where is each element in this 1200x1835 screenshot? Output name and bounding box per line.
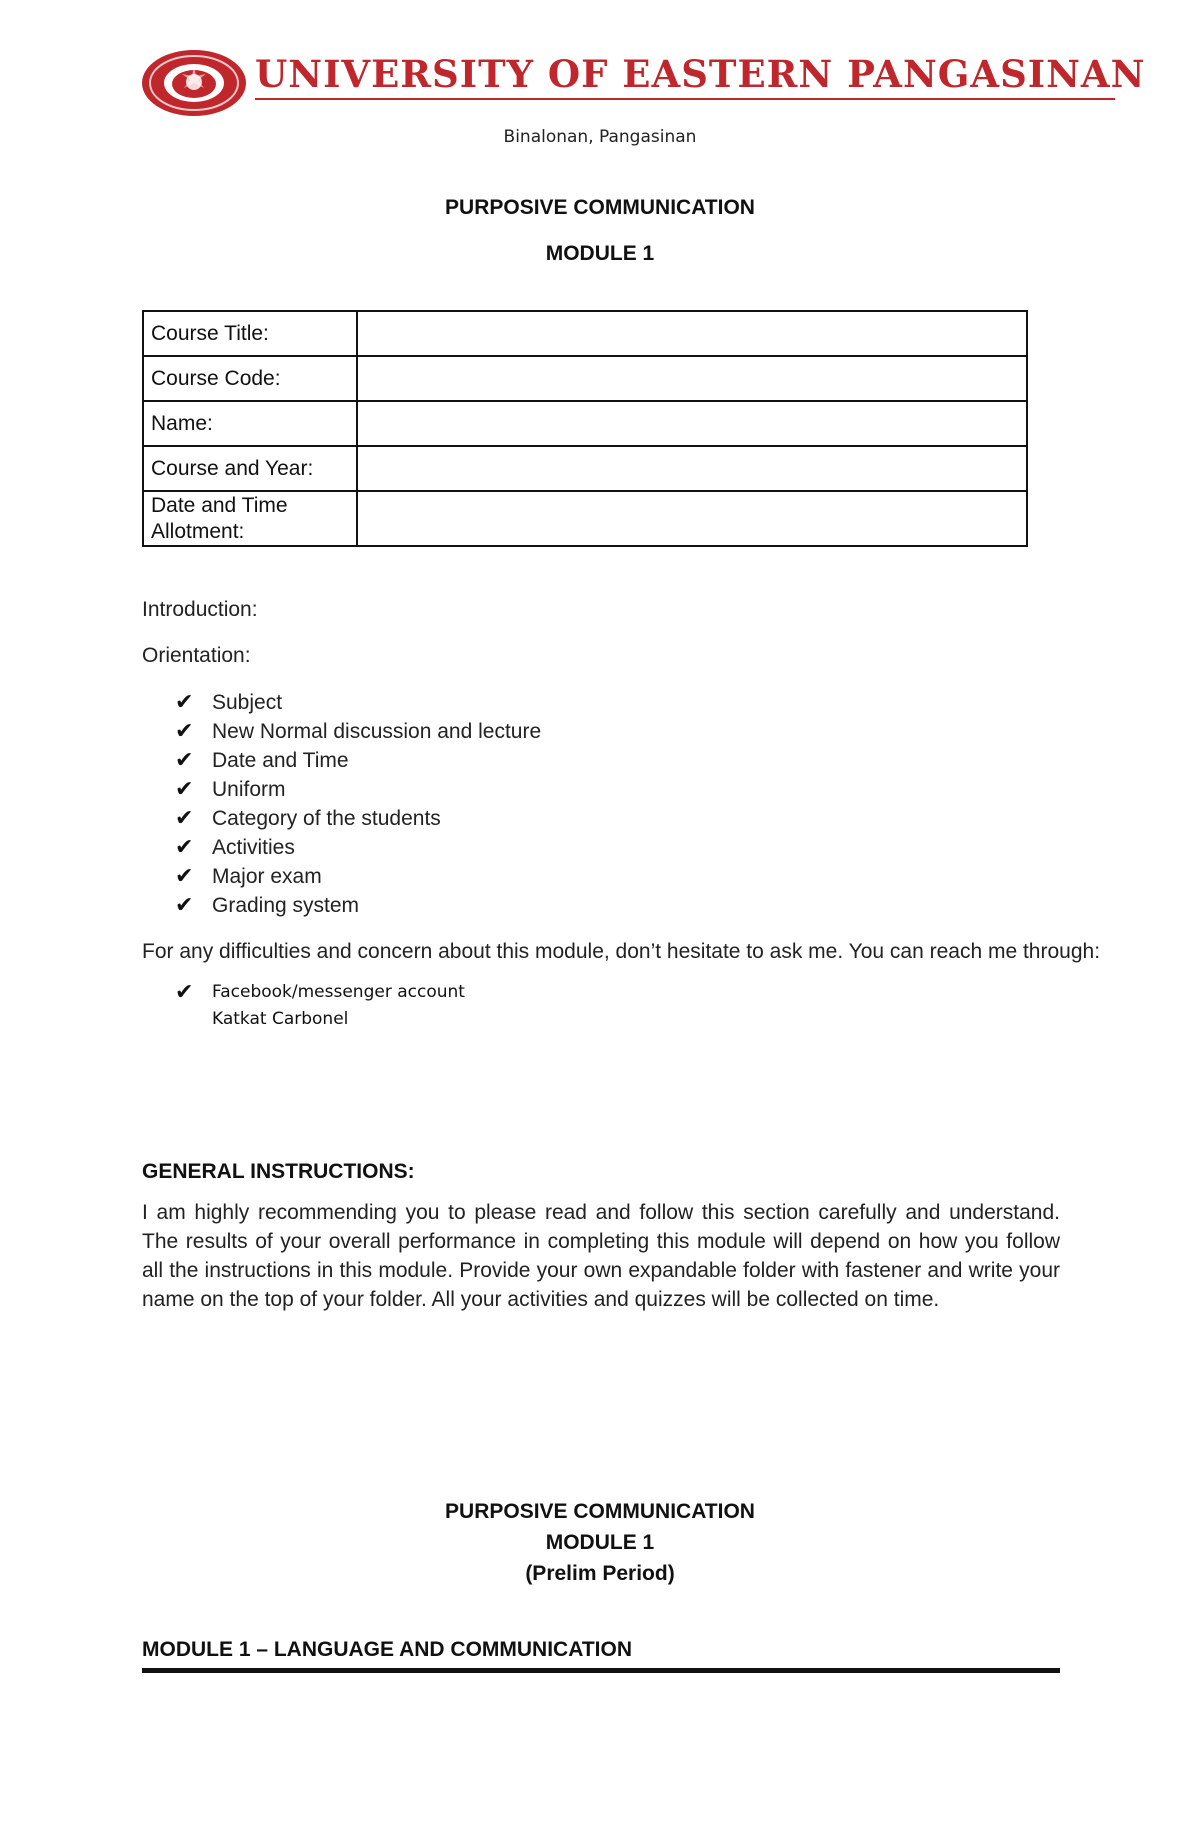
contact-list [175,979,465,1033]
list-item [175,717,541,746]
check-mark-icon: ✔ [175,748,194,773]
table-row [143,311,1027,356]
check-mark-icon: ✔ [175,864,194,889]
list-item [175,1006,465,1033]
university-name: UNIVERSITY OF EASTERN PANGASINAN [255,52,1146,96]
check-mark-icon: ✔ [175,690,194,715]
cover-subject-title: PURPOSIVE COMMUNICATION [445,196,755,219]
check-mark-icon: ✔ [175,835,194,860]
contact-name: Katkat Carbonel [212,1009,349,1029]
module-subject-title: PURPOSIVE COMMUNICATION [445,1500,755,1523]
course-title-value [357,311,1027,356]
list-item-label: Subject [212,691,283,714]
university-seal-icon [140,48,248,118]
list-item-label: Category of the students [212,807,441,830]
list-item-label: Major exam [212,865,322,888]
module-heading: MODULE 1 – LANGUAGE AND COMMUNICATION [142,1638,632,1661]
list-item [175,804,541,833]
list-item [175,688,541,717]
course-title-label: Course Title: [143,311,357,356]
course-info-table [142,310,1028,547]
date-time-allotment-value [357,491,1027,546]
orientation-list [175,688,541,920]
name-label: Name: [143,401,357,446]
header-rule [255,98,1115,100]
list-item [175,979,465,1006]
module-heading-rule [142,1668,1060,1673]
university-address: Binalonan, Pangasinan [503,127,697,147]
check-mark-icon: ✔ [175,893,194,918]
course-year-label: Course and Year: [143,446,357,491]
module-number-title: MODULE 1 [545,1531,655,1554]
contact-method: Facebook/messenger account [212,982,465,1002]
list-item [175,775,541,804]
table-row [143,356,1027,401]
check-mark-icon: ✔ [175,980,194,1005]
table-row [143,446,1027,491]
list-item-label: Uniform [212,778,286,801]
general-instructions-body: I am highly recommending you to please read and follow this section carefully and understand. The results of your overall performance in completing this module will depend on how you follow all the instructions in this module. Provide your own expandable folder with fastener and write your name on the top of your folder. All your activities and quizzes will be collected on time. [142,1201,1060,1311]
list-item [175,746,541,775]
introduction-heading: Introduction: [142,598,258,621]
list-item [175,833,541,862]
list-item-label: New Normal discussion and lecture [212,720,542,743]
general-instructions-heading: GENERAL INSTRUCTIONS: [142,1160,415,1183]
check-mark-icon: ✔ [175,806,194,831]
list-item-label: Date and Time [212,749,349,772]
list-item-label: Activities [212,836,295,859]
contact-text: For any difficulties and concern about this module, don’t hesitate to ask me. You can reach me through: [142,940,1101,963]
list-item-label: Grading system [212,894,360,917]
list-item [175,862,541,891]
course-year-value [357,446,1027,491]
table-row [143,491,1027,546]
module-period: (Prelim Period) [525,1562,675,1585]
date-time-allotment-label: Date and Time Allotment: [143,491,357,546]
list-item [175,891,541,920]
table-row [143,401,1027,446]
name-value [357,401,1027,446]
orientation-heading: Orientation: [142,644,251,667]
check-mark-icon: ✔ [175,777,194,802]
course-code-value [357,356,1027,401]
course-code-label: Course Code: [143,356,357,401]
check-mark-icon: ✔ [175,719,194,744]
cover-module-title: MODULE 1 [545,242,655,265]
